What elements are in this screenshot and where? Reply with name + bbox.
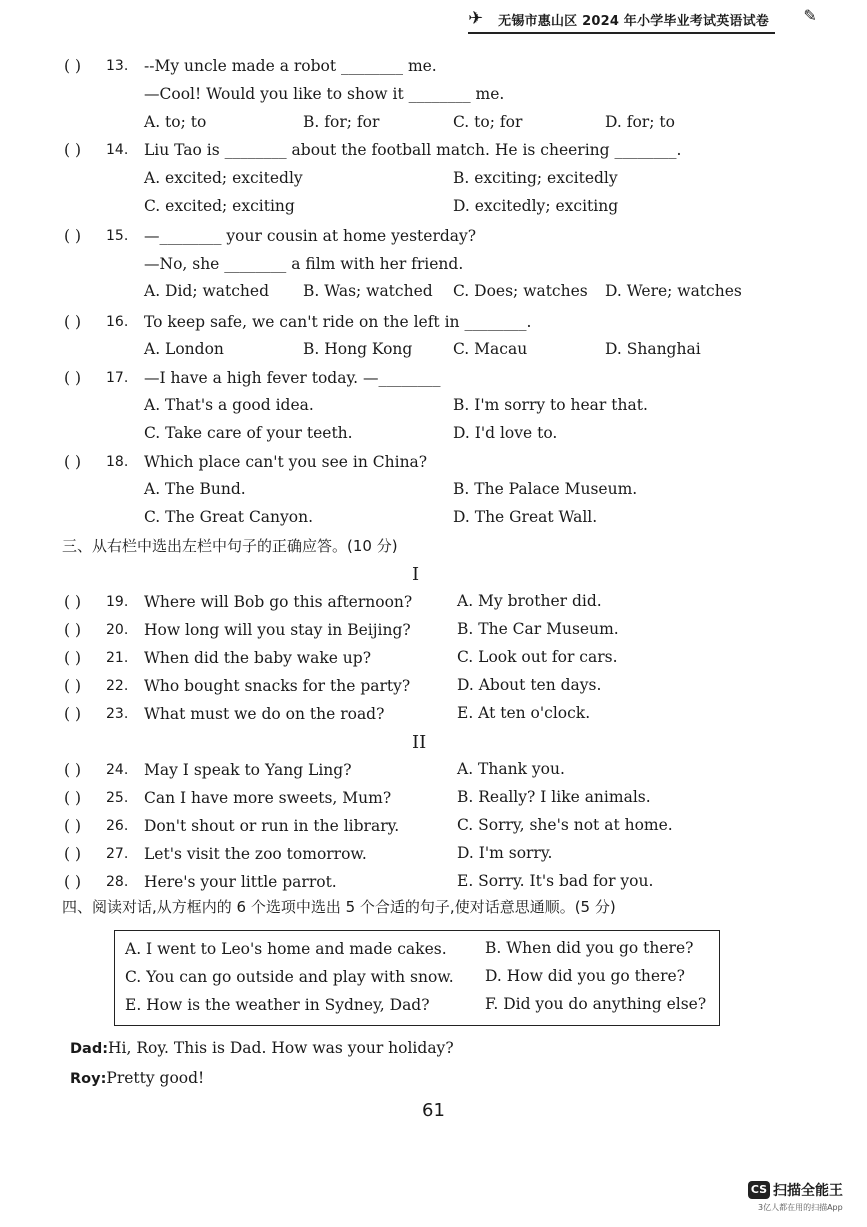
- answer-option: D. for; to: [605, 113, 675, 131]
- box-option: C. You can go outside and play with snow.: [125, 968, 454, 986]
- question-text: Can I have more sweets, Mum?: [144, 789, 392, 807]
- answer-option: A. The Bund.: [144, 480, 246, 498]
- answer-option: B. I'm sorry to hear that.: [453, 396, 648, 414]
- answer-blank[interactable]: ( ): [64, 789, 82, 807]
- answer-option: A. to; to: [144, 113, 207, 131]
- answer-blank[interactable]: ( ): [64, 761, 82, 779]
- answer-blank[interactable]: ( ): [64, 621, 82, 639]
- question-text: To keep safe, we can't ride on the left in ________.: [144, 313, 532, 331]
- question-text: —I have a high fever today. —________: [144, 369, 441, 387]
- paper-plane-icon: ✈: [468, 8, 484, 29]
- question-text: What must we do on the road?: [144, 705, 385, 723]
- question-number: 27.: [106, 846, 129, 862]
- answer-blank[interactable]: ( ): [64, 369, 82, 387]
- part-1-label: I: [412, 564, 420, 585]
- question-number: 15.: [106, 228, 129, 244]
- answer-option: D. I'd love to.: [453, 424, 558, 442]
- question-text: May I speak to Yang Ling?: [144, 761, 352, 779]
- header-title: 无锡市惠山区 2024 年小学毕业考试英语试卷: [498, 14, 769, 29]
- answer-option: C. Take care of your teeth.: [144, 424, 353, 442]
- answer-blank[interactable]: ( ): [64, 873, 82, 891]
- speaker: Roy:: [70, 1071, 107, 1087]
- answer-option: A. London: [144, 340, 224, 358]
- box-option: A. I went to Leo's home and made cakes.: [125, 940, 447, 958]
- answer-option: D. The Great Wall.: [453, 508, 598, 526]
- question-number: 25.: [106, 790, 129, 806]
- response-option: E. At ten o'clock.: [457, 704, 591, 722]
- answer-option: A. excited; excitedly: [144, 169, 303, 187]
- question-text: Let's visit the zoo tomorrow.: [144, 845, 367, 863]
- pencil-icon: ✎: [803, 6, 817, 25]
- answer-option: C. excited; exciting: [144, 197, 295, 215]
- response-option: C. Look out for cars.: [457, 648, 618, 666]
- answer-option: C. Macau: [453, 340, 528, 358]
- response-option: A. Thank you.: [457, 760, 565, 778]
- question-text: Which place can't you see in China?: [144, 453, 428, 471]
- response-option: C. Sorry, she's not at home.: [457, 816, 673, 834]
- question-text: Don't shout or run in the library.: [144, 817, 400, 835]
- response-option: A. My brother did.: [457, 592, 602, 610]
- answer-option: B. Was; watched: [303, 282, 433, 300]
- answer-option: B. exciting; excitedly: [453, 169, 618, 187]
- response-option: B. Really? I like animals.: [457, 788, 651, 806]
- box-option: B. When did you go there?: [485, 939, 694, 957]
- answer-option: B. for; for: [303, 113, 380, 131]
- answer-blank[interactable]: ( ): [64, 817, 82, 835]
- question-text: —No, she ________ a film with her friend.: [144, 255, 464, 273]
- question-number: 14.: [106, 142, 129, 158]
- dialog-text: Pretty good!: [106, 1069, 205, 1087]
- question-number: 20.: [106, 622, 129, 638]
- watermark-name: 扫描全能王: [773, 1182, 843, 1199]
- question-number: 13.: [106, 58, 129, 74]
- question-number: 18.: [106, 454, 129, 470]
- answer-blank[interactable]: ( ): [64, 705, 82, 723]
- dialog-line: [70, 1068, 204, 1089]
- answer-blank[interactable]: ( ): [64, 593, 82, 611]
- answer-blank[interactable]: ( ): [64, 313, 82, 331]
- answer-blank[interactable]: ( ): [64, 453, 82, 471]
- answer-option: D. excitedly; exciting: [453, 197, 619, 215]
- answer-option: C. The Great Canyon.: [144, 508, 314, 526]
- question-number: 17.: [106, 370, 129, 386]
- part-2-label: II: [412, 732, 427, 753]
- answer-option: B. The Palace Museum.: [453, 480, 638, 498]
- question-text: --My uncle made a robot ________ me.: [144, 57, 437, 75]
- response-option: D. About ten days.: [457, 676, 602, 694]
- answer-option: A. That's a good idea.: [144, 396, 314, 414]
- question-number: 19.: [106, 594, 129, 610]
- question-text: Here's your little parrot.: [144, 873, 337, 891]
- dialog-text: Hi, Roy. This is Dad. How was your holiday?: [108, 1039, 454, 1057]
- response-option: B. The Car Museum.: [457, 620, 619, 638]
- answer-blank[interactable]: ( ): [64, 649, 82, 667]
- question-number: 23.: [106, 706, 129, 722]
- camscanner-logo: CS: [748, 1181, 770, 1199]
- answer-blank[interactable]: ( ): [64, 845, 82, 863]
- question-text: Liu Tao is ________ about the football match. He is cheering ________.: [144, 141, 682, 159]
- dialog-line: [70, 1038, 454, 1059]
- options-box: [114, 930, 720, 1026]
- question-number: 24.: [106, 762, 129, 778]
- page-header: [468, 6, 817, 34]
- question-number: 16.: [106, 314, 129, 330]
- answer-option: C. to; for: [453, 113, 523, 131]
- page-number: 61: [422, 1100, 445, 1121]
- box-option: E. How is the weather in Sydney, Dad?: [125, 996, 430, 1014]
- question-number: 28.: [106, 874, 129, 890]
- answer-blank[interactable]: ( ): [64, 677, 82, 695]
- answer-option: D. Shanghai: [605, 340, 701, 358]
- section-3-title: 三、从右栏中选出左栏中句子的正确应答。(10 分): [62, 537, 398, 555]
- answer-option: C. Does; watches: [453, 282, 588, 300]
- response-option: D. I'm sorry.: [457, 844, 553, 862]
- question-number: 22.: [106, 678, 129, 694]
- box-option: D. How did you go there?: [485, 967, 685, 985]
- box-option: F. Did you do anything else?: [485, 995, 707, 1013]
- question-text: —Cool! Would you like to show it ________ me.: [144, 85, 505, 103]
- question-text: Where will Bob go this afternoon?: [144, 593, 413, 611]
- scanner-watermark: [748, 1179, 843, 1212]
- section-4-title: 四、阅读对话,从方框内的 6 个选项中选出 5 个合适的句子,使对话意思通顺。(5 分): [62, 898, 616, 916]
- answer-option: D. Were; watches: [605, 282, 742, 300]
- answer-option: B. Hong Kong: [303, 340, 413, 358]
- response-option: E. Sorry. It's bad for you.: [457, 872, 654, 890]
- question-text: How long will you stay in Beijing?: [144, 621, 411, 639]
- question-text: Who bought snacks for the party?: [144, 677, 411, 695]
- question-text: When did the baby wake up?: [144, 649, 372, 667]
- answer-option: A. Did; watched: [144, 282, 269, 300]
- answer-blank[interactable]: ( ): [64, 227, 82, 245]
- question-text: —________ your cousin at home yesterday?: [144, 227, 477, 245]
- question-number: 26.: [106, 818, 129, 834]
- question-number: 21.: [106, 650, 129, 666]
- speaker: Dad:: [70, 1041, 108, 1057]
- answer-blank[interactable]: ( ): [64, 141, 82, 159]
- answer-blank[interactable]: ( ): [64, 57, 82, 75]
- watermark-tagline: 3亿人都在用的扫描App: [758, 1203, 843, 1212]
